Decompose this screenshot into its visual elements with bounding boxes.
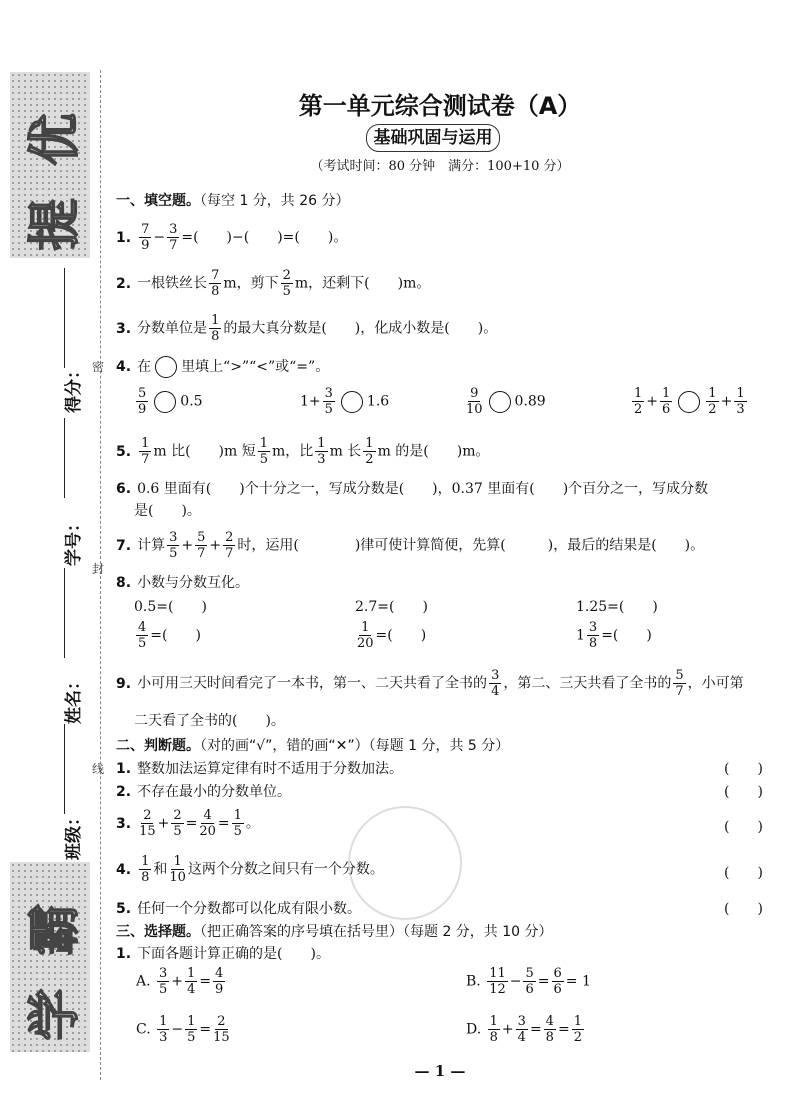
choice-1: 1. 下面各题计算正确的是( )。	[116, 946, 330, 962]
page-title: 第一单元综合测试卷（A）	[298, 92, 582, 120]
blank-circle[interactable]	[341, 391, 363, 413]
answer-paren[interactable]: ( )	[724, 865, 763, 881]
question-6-cont: 是( )。	[134, 503, 201, 519]
side-line	[64, 418, 65, 498]
option-d[interactable]: D. $\frac{1}{8}$ + $\frac{3}{4}$ = $\frac{4}{8}$ = $\frac{1}{2}$	[466, 1014, 582, 1045]
option-c[interactable]: C. $\frac{1}{3}$ − $\frac{1}{5}$ = $\frac{2}{15}$	[136, 1014, 230, 1045]
judge-5: 5. 任何一个分数都可以化成有限小数。	[116, 901, 362, 917]
section-heading: 三、选择题。（把正确答案的序号填在括号里）（每题 2 分，共 10 分）	[116, 924, 553, 940]
question-9: 9. 小可用三天时间看完了一本书，第一、二天共看了全书的 $\frac{3}{4}$ ，第二、三天共看了全书的 $\frac{5}{7}$ ，小可第	[116, 668, 744, 699]
student-no-label: 学号：	[64, 515, 84, 566]
question-5: 5. $\frac{1}{7}$ m 比( )m 短 $\frac{1}{5}$ m，比 $\frac{1}{3}$ m 长 $\frac{1}{2}$ m 的是( )m。	[116, 436, 490, 467]
side-char: 霸	[25, 903, 86, 956]
convert-item: 1.25=( )	[576, 599, 658, 615]
page-number: — 1 —	[414, 1062, 466, 1080]
side-char: 提	[25, 198, 86, 251]
page-subtitle: 基础巩固与运用	[366, 124, 500, 152]
side-line	[64, 568, 65, 658]
convert-item: $\frac{4}{5}$ =( )	[138, 620, 201, 651]
watermark-stamp	[348, 806, 462, 920]
score-label: 得分：	[64, 362, 84, 413]
judge-2: 2. 不存在最小的分数单位。	[116, 784, 292, 800]
answer-paren[interactable]: ( )	[724, 761, 763, 777]
exam-info: （考试时间：80 分钟 满分：100+10 分）	[310, 159, 570, 174]
compare-item: $\frac{5}{9}$ 0.5	[138, 386, 203, 417]
question-7: 7. 计算 $\frac{3}{5}$ + $\frac{5}{7}$ + $\frac{2}{7}$ 时，运用( )律可使计算简便，先算( )，最后的结果是( )。	[116, 530, 705, 561]
side-char: 学	[25, 988, 86, 1041]
cut-mark: 封	[92, 562, 105, 576]
question-2: 2. 一根铁丝长 $\frac{7}{8}$ m，剪下 $\frac{2}{5}$ m，还剩下( )m。	[116, 268, 431, 299]
answer-paren[interactable]: ( )	[724, 784, 763, 800]
convert-item: $\frac{1}{20}$ =( )	[357, 620, 427, 651]
blank-circle[interactable]	[155, 356, 177, 378]
compare-item: $\frac{1}{2}$ + $\frac{1}{6}$ $\frac{1}{2}$ + $\frac{1}{3}$	[634, 386, 745, 417]
cut-mark: 密	[92, 360, 105, 374]
blank-circle[interactable]	[489, 391, 511, 413]
section-heading: 二、判断题。（对的画“√”，错的画“✕”）（每题 1 分，共 5 分）	[116, 738, 510, 754]
answer-paren[interactable]: ( )	[724, 819, 763, 835]
judge-4: 4. $\frac{1}{8}$ 和 $\frac{1}{10}$ 这两个分数之间只有一个分数。	[116, 854, 384, 885]
side-line	[64, 724, 65, 814]
question-4: 4. 在 里填上“>”“<”或“=”。	[116, 356, 329, 378]
question-8: 8. 小数与分数互化。	[116, 575, 250, 591]
section-heading: 一、填空题。（每空 1 分，共 26 分）	[116, 193, 350, 209]
question-6: 6. 0.6 里面有( )个十分之一，写成分数是( )，0.37 里面有( )个百分之一，写成分数	[116, 481, 709, 497]
class-label: 班级：	[64, 809, 84, 860]
blank-circle[interactable]	[678, 391, 700, 413]
side-char: 优	[25, 113, 86, 166]
compare-item: $\frac{9}{10}$ 0.89	[466, 386, 546, 417]
name-label: 姓名：	[64, 673, 84, 724]
convert-item: 0.5=( )	[134, 599, 207, 615]
option-a[interactable]: A. $\frac{3}{5}$ + $\frac{1}{4}$ = $\frac{4}{9}$	[136, 966, 224, 997]
side-banner-bottom	[10, 862, 90, 1052]
blank-circle[interactable]	[154, 391, 176, 413]
option-b[interactable]: B. $\frac{11}{12}$ − $\frac{5}{6}$ = $\frac{6}{6}$ = 1	[466, 966, 591, 997]
side-line	[64, 268, 65, 368]
cut-mark: 线	[92, 762, 105, 776]
judge-3: 3. $\frac{2}{15}$ + $\frac{2}{5}$ = $\frac{4}{20}$ = $\frac{1}{5}$ 。	[116, 808, 260, 839]
question-9-cont: 二天看了全书的( )。	[134, 713, 285, 729]
answer-paren[interactable]: ( )	[724, 901, 763, 917]
compare-item: 1+ $\frac{3}{5}$ 1.6	[300, 386, 390, 417]
convert-item: 2.7=( )	[355, 599, 428, 615]
convert-item: 1 $\frac{3}{8}$ =( )	[576, 620, 652, 651]
judge-1: 1. 整数加法运算定律有时不适用于分数加法。	[116, 761, 404, 777]
question-3: 3. 分数单位是 $\frac{1}{8}$ 的最大真分数是( )，化成小数是( )。	[116, 313, 498, 344]
question-1: 1. $\frac{7}{9}$ − $\frac{3}{7}$ =( )−( )=( )。	[116, 222, 348, 253]
